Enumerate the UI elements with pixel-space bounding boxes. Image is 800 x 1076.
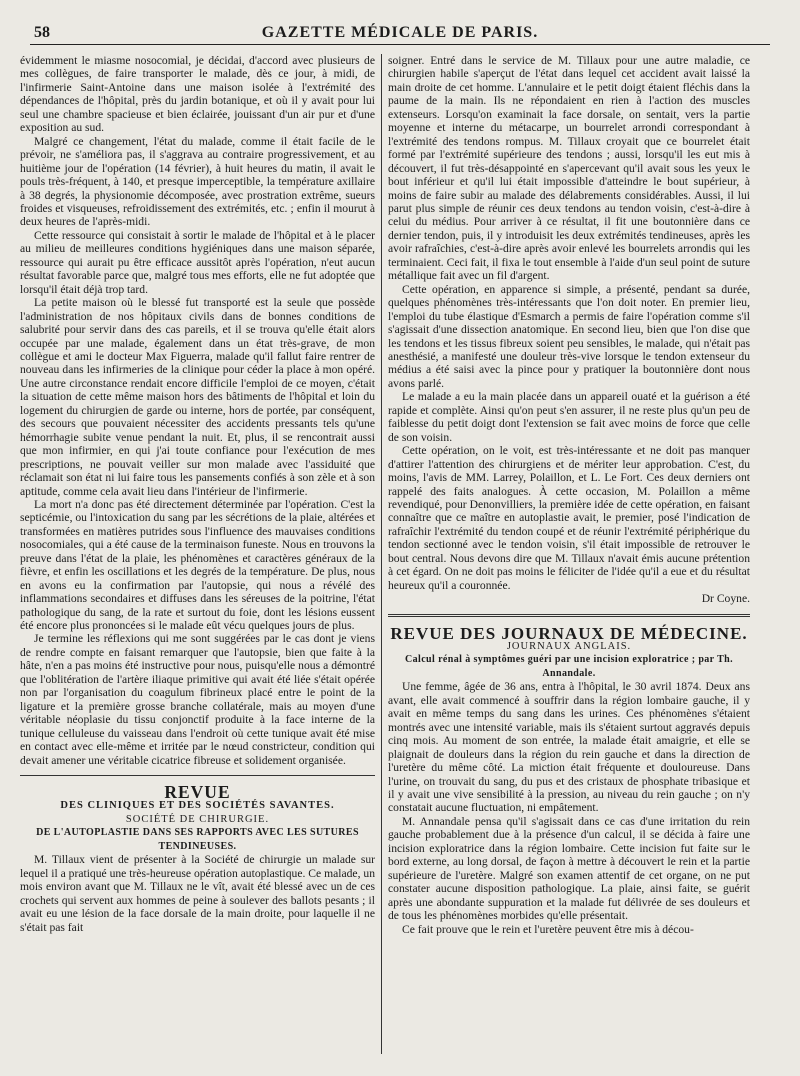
paragraph: Malgré ce changement, l'état du malade, comme il était facile de le prévoir, ne s'améliora pas, il s'aggrava au contraire progressivement, et au huitième jour de l'opération (14 février), à huit heures du matin, il avait le pouls très-fréquent, à 140, et presque imperceptible, la température axillaire à 38 degrés, la physionomie décomposée, avec prostration extrême, sueurs froides et visqueuses, refroidissement des extrémités, etc. ; enfin il mourut à deux heures de l'après-midi. [20, 134, 375, 229]
page-number: 58 [34, 24, 50, 41]
article-title: Calcul rénal à symptômes guéri par une incision exploratrice ; par Th. Annandale. [405, 654, 733, 679]
right-column [388, 54, 750, 936]
section-subtitle: DES CLINIQUES ET DES SOCIÉTÉS SAVANTES. [60, 800, 335, 812]
section-subtitle: JOURNAUX ANGLAIS. [506, 641, 632, 653]
paragraph: La petite maison où le blessé fut transporté est la seule que possède l'administration de nos hôpitaux civils dans de bonnes conditions de salubrité pour servir dans des cas pareils, et il se trouva qu'elle était alors occupée par une malade, également dans un état très-grave, de mon collègue et ami le docteur Max Figuerra, malade qu'il fallut faire rentrer de nouveau dans les infirmeries de la clinique pour céder la place à mon opéré. Une autre circonstance rendait encore difficile l'emploi de ce moyen, c'était la situation de cette même maison hors des bâtiments de l'hôpital et loin du logement du chirurgien de garde ou interne, hors de portée, par conséquent, des secours que pouvaient nécessiter des accidents pressants tels qu'une hémorrhagie subite venue pendant la nuit. Et, plus, il se rencontrait aussi que mon infirmier, en qui j'ai toute confiance pour l'exécution de mes prescriptions, ne pouvait veiller sur mon malade avec l'assiduité que réclamait son état ni lui faire tous les pansements confiés à son zèle et à son aptitude, comme cela avait lieu dans l'intérieur de l'infirmerie. [20, 296, 375, 498]
paragraph: Ce fait prouve que le rein et l'uretère peuvent être mis à décou- [402, 922, 694, 936]
paragraph: soigner. Entré dans le service de M. Tillaux pour une autre maladie, ce chirurgien habile s'aperçut de l'état dans lequel cet accident avait laissé la main droite de cet homme. L'annulaire et le petit doigt étaient fléchis dans la paume de la main. Ils ne répondaient en rien à l'action des muscles extenseurs. Lorsqu'on examinait la face dorsale, on sentait, vers la partie moyenne et interne du métacarpe, un bourrelet arrondi correspondant à l'extrémité des tendons rompus. M. Tillaux croyait que ce bourrelet était formé par l'extrémité supérieure des tendons ; aussi, lorsqu'il les eut mis à découvert, il fut très-désappointé en s'apercevant qu'il avait sous les yeux le bout inférieur et qu'il lui était impossible d'atteindre le bout supérieur, à moins de faire subir au malade des délabrements considérables. Aussi, il lui parut plus simple de réunir ces deux tendons au tendon voisin, c'est-à-dire à celui du médius. Pour arriver à ce résultat, il fit une boutonnière dans ce dernier tendon, puis, il y introduisit les deux extrémités tendineuses, après les avoir rafraîchies, c'est-à-dire après avoir enlevé les bourrelets arrondis qui les terminaient. Ceci fait, il fixa le tout ensemble à l'aide d'un seul point de suture métallique fait avec un fil d'argent. [388, 54, 750, 283]
section-title: REVUE DES JOURNAUX DE MÉDECINE. [390, 623, 748, 643]
author-signature: Dr Coyne. [701, 592, 750, 606]
paragraph: évidemment le miasme nosocomial, je décidai, d'accord avec plusieurs de mes collègues, de faire transporter le malade, dès ce jour, à midi, de l'infirmerie Saint-Antoine dans une maison isolée à l'extrémité des dépendances de l'hôpital, près du jardin botanique, et où il y avait pour lui seul une chambre spacieuse et bien éclairée, jouissant d'un air pur et d'une exposition au sud. [20, 54, 375, 135]
paragraph: Cette ressource qui consistait à sortir le malade de l'hôpital et à le placer au milieu de meilleures conditions hygiéniques dans une maison séparée, ressource qui aurait pu être efficace aussitôt après l'opération, n'eut aucun résultat favorable parce que, malgré tous mes efforts, elle ne fut adoptée que lorsqu'il était déjà trop tard. [20, 228, 375, 296]
society-heading: SOCIÉTÉ DE CHIRURGIE. [125, 813, 270, 825]
section-divider [388, 614, 750, 617]
page-header [30, 22, 770, 45]
column-rule [381, 54, 382, 1054]
paragraph: Une femme, âgée de 36 ans, entra à l'hôpital, le 30 avril 1874. Deux ans avant, elle avait commencé à souffrir dans la région lombaire gauche, il y avait en même temps du sang dans les urines. Ces phénomènes s'étaient montrés avec une intensité variable, mais ils s'étaient surtout aggravés depuis cinq mois. Au moment de son entrée, la malade était amaigrie, et elle se plaignait de douleurs dans la région du rein gauche et dans la direction de l'uretère du même côté. La miction était fréquente et douloureuse. Dans l'urine, on trouvait du sang, du pus et des cristaux de phosphate tribasique et il y avait une vive sensibilité à la pression, au niveau du rein gauche ; on n'y constatait aucune fluctuation, ni empâtement. [388, 680, 750, 815]
paragraph: M. Annandale pensa qu'il s'agissait dans ce cas d'une irritation du rein gauche probablement due à la présence d'un calcul, il se décida à faire une incision exploratrice dans la région lombaire. Cette incision fut faite sur le bord externe, au long dorsal, de façon à mettre à découvert le rein et la partie supérieure de l'uretère. Malgré son examen attentif de cet organe, on ne put constater aucune disposition pathologique. La plaie, ainsi faite, se guérit après une abondante suppuration et la malade fut délivrée de ses douleurs et de tous les phénomènes morbides qu'elle présentait. [388, 814, 750, 923]
section-divider [20, 775, 375, 776]
paragraph: Cette opération, en apparence si simple, a présenté, pendant sa durée, quelques phénomènes très-intéressants que l'on doit noter. En premier lieu, l'emploi du tube élastique d'Esmarch a permis de faire l'opération comme s'il s'agissait d'une dissection anatomique. En second lieu, bien que l'on dise que les tendons et les tissus fibreux soient peu sensibles, le malade, qui n'était pas anesthésié, a manifesté une douleur très-vive lorsque le tendon extenseur du médius a été saisi avec la pince pour y pratiquer la boutonnière dont nous avons parlé. [388, 282, 750, 390]
article-title: DE L'AUTOPLASTIE DANS SES RAPPORTS AVEC LES SUTURES TENDINEUSES. [36, 827, 359, 852]
paragraph: Je termine les réflexions qui me sont suggérées par le cas dont je viens de rendre compte en faisant remarquer que l'autopsie, bien que faite à la hâte, n'en a pas moins été instructive pour nous, puisqu'elle nous a démontré que l'oblitération de l'artère iliaque primitive qui avait été liée s'était opérée non par l'organisation du coagulum fibrineux placé entre le point de la ligature et la première grosse branche collatérale, mais au moyen d'une véritable néoplasie du tissu conjonctif produite à la face interne de la tunique celluleuse du vaisseau dans l'endroit où cette tunique avait été mise en contact avec elle-même et irritée par le nœud constricteur, condition qui devait amener une véritable cicatrice fibreuse et solidement organisée. [20, 632, 375, 767]
section-title: REVUE [164, 782, 231, 803]
paragraph: Le malade a eu la main placée dans un appareil ouaté et la guérison a été rapide et complète. Ainsi qu'on peut s'en assurer, il ne reste plus qu'un peu de faiblesse du petit doigt dont l'extension se fait avec moins de force que celle de son voisin. [388, 390, 750, 444]
paragraph: Cette opération, on le voit, est très-intéressante et ne doit pas manquer d'attirer l'attention des chirurgiens et de mériter leur approbation. C'est, du moins, l'avis de MM. Larrey, Polaillon, et L. Le Fort. Ces deux derniers ont rappelé des faits analogues. À cette occasion, M. Polaillon a même revendiqué, pour Denonvilliers, la première idée de cette opération, en faisant connaître que ce maître en autoplastie avait, le premier, posé l'indication de rafraîchir l'extrémité du tendon coupé et de réunir l'extrémité périphérique du tendon sectionné avec le tendon voisin, s'il était impossible de retrouver le bout central. Nous devons dire que M. Tillaux n'avait émis aucune prétention à cet égard. On ne doit pas moins le féliciter de l'idée qu'il a eue et du résultat heureux qu'il a couronnée. [388, 444, 750, 592]
paragraph: M. Tillaux vient de présenter à la Société de chirurgie un malade sur lequel il a pratiqué une très-heureuse opération autoplastique. Ce malade, un mois environ avant que M. Tillaux ne le vît, avait été blessé avec un de ces crochets qui servent aux hommes de peine à soulever des ballots pesants ; il avait eu une lésion de la face dorsale de la main droite, pour laquelle il ne s'était pas fait [20, 853, 375, 934]
paragraph: La mort n'a donc pas été directement déterminée par l'opération. C'est la septicémie, ou l'intoxication du sang par les sécrétions de la plaie, altérées et transformées en matières putrides sous l'influence des mauvaises conditions nosocomiales, qui a été cause de la terminaison funeste. Nous en trouvons la preuve dans l'état de la plaie, les phénomènes et caractères généraux de la fièvre, et enfin les oscillations et les degrés de la température. De plus, nous en avons eu la confirmation par l'autopsie, qui nous a révélé des inflammations secondaires et diffuses dans les séreuses de la poitrine, l'état pathologique du sang, de la rate et surtout du foie, dont les lésions eussent été encore plus prononcées si le malade eût vécu quelques jours de plus. [20, 497, 375, 633]
left-column [20, 54, 375, 934]
journal-title: GAZETTE MÉDICALE DE PARIS. [261, 24, 539, 41]
